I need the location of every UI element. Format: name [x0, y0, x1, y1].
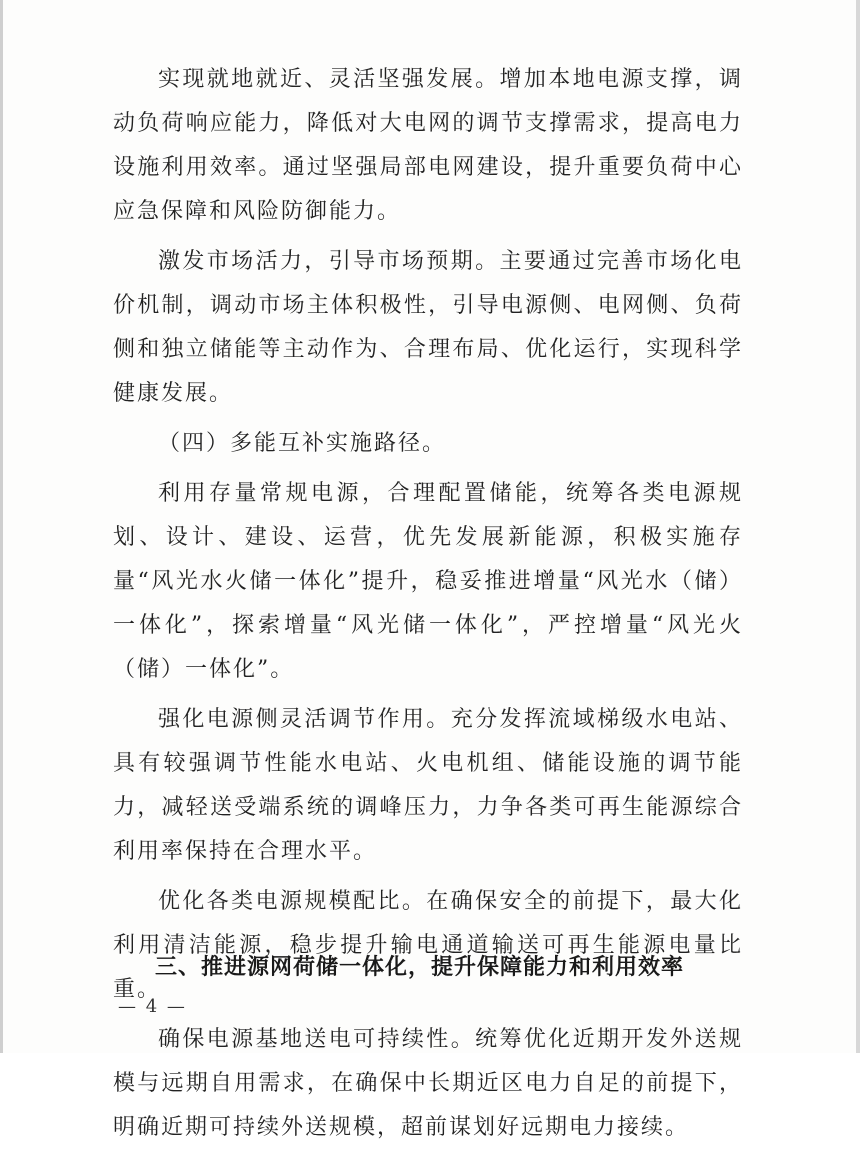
paragraph-transmission-sustainability: 确保电源基地送电可持续性。统筹优化近期开发外送规模与远期自用需求，在确保中长期近区电力自足的前提下，明确近期可持续外送规模，超前谋划好远期电力接续。 — [113, 1027, 743, 1140]
paragraph-local-development: 实现就地就近、灵活坚强发展。增加本地电源支撑，调动负荷响应能力，降低对大电网的调节支撑需求，提高电力设施利用效率。通过坚强局部电网建设，提升重要负荷中心应急保障和风险防御能力。 — [113, 67, 743, 224]
paragraph-source-side-regulation: 强化电源侧灵活调节作用。充分发挥流域梯级水电站、具有较强调节性能水电站、火电机组、储能设施的调节能力，减轻送受端系统的调峰压力，力争各类可再生能源综合利用率保持在合理水平。 — [113, 707, 743, 864]
section-heading: 三、推进源网荷储一体化，提升保障能力和利用效率 — [155, 955, 685, 980]
body-text — [113, 58, 743, 1156]
paragraph-existing-power-sources: 利用存量常规电源，合理配置储能，统筹各类电源规划、设计、建设、运营，优先发展新能源，积极实施存量“风光水火储一体化”提升，稳妥推进增量“风光水（储）一体化”，探索增量“风光储一体化”，严控增量“风光火（储）一体化”。 — [113, 481, 743, 682]
subheading-multi-energy-path: （四）多能互补实施路径。 — [158, 431, 447, 456]
page-number: — 4 — — [118, 996, 187, 1017]
scan-edge-right — [856, 0, 860, 1053]
paragraph-market-vitality: 激发市场活力，引导市场预期。主要通过完善市场化电价机制，调动市场主体积极性，引导电源侧、电网侧、负荷侧和独立储能等主动作为、合理布局、优化运行，实现科学健康发展。 — [113, 249, 743, 406]
scan-edge-left — [0, 0, 3, 1053]
paragraph-power-mix-optimization: 优化各类电源规模配比。在确保安全的前提下，最大化利用清洁能源，稳步提升输电通道输送可再生能源电量比重。 — [113, 889, 743, 1002]
